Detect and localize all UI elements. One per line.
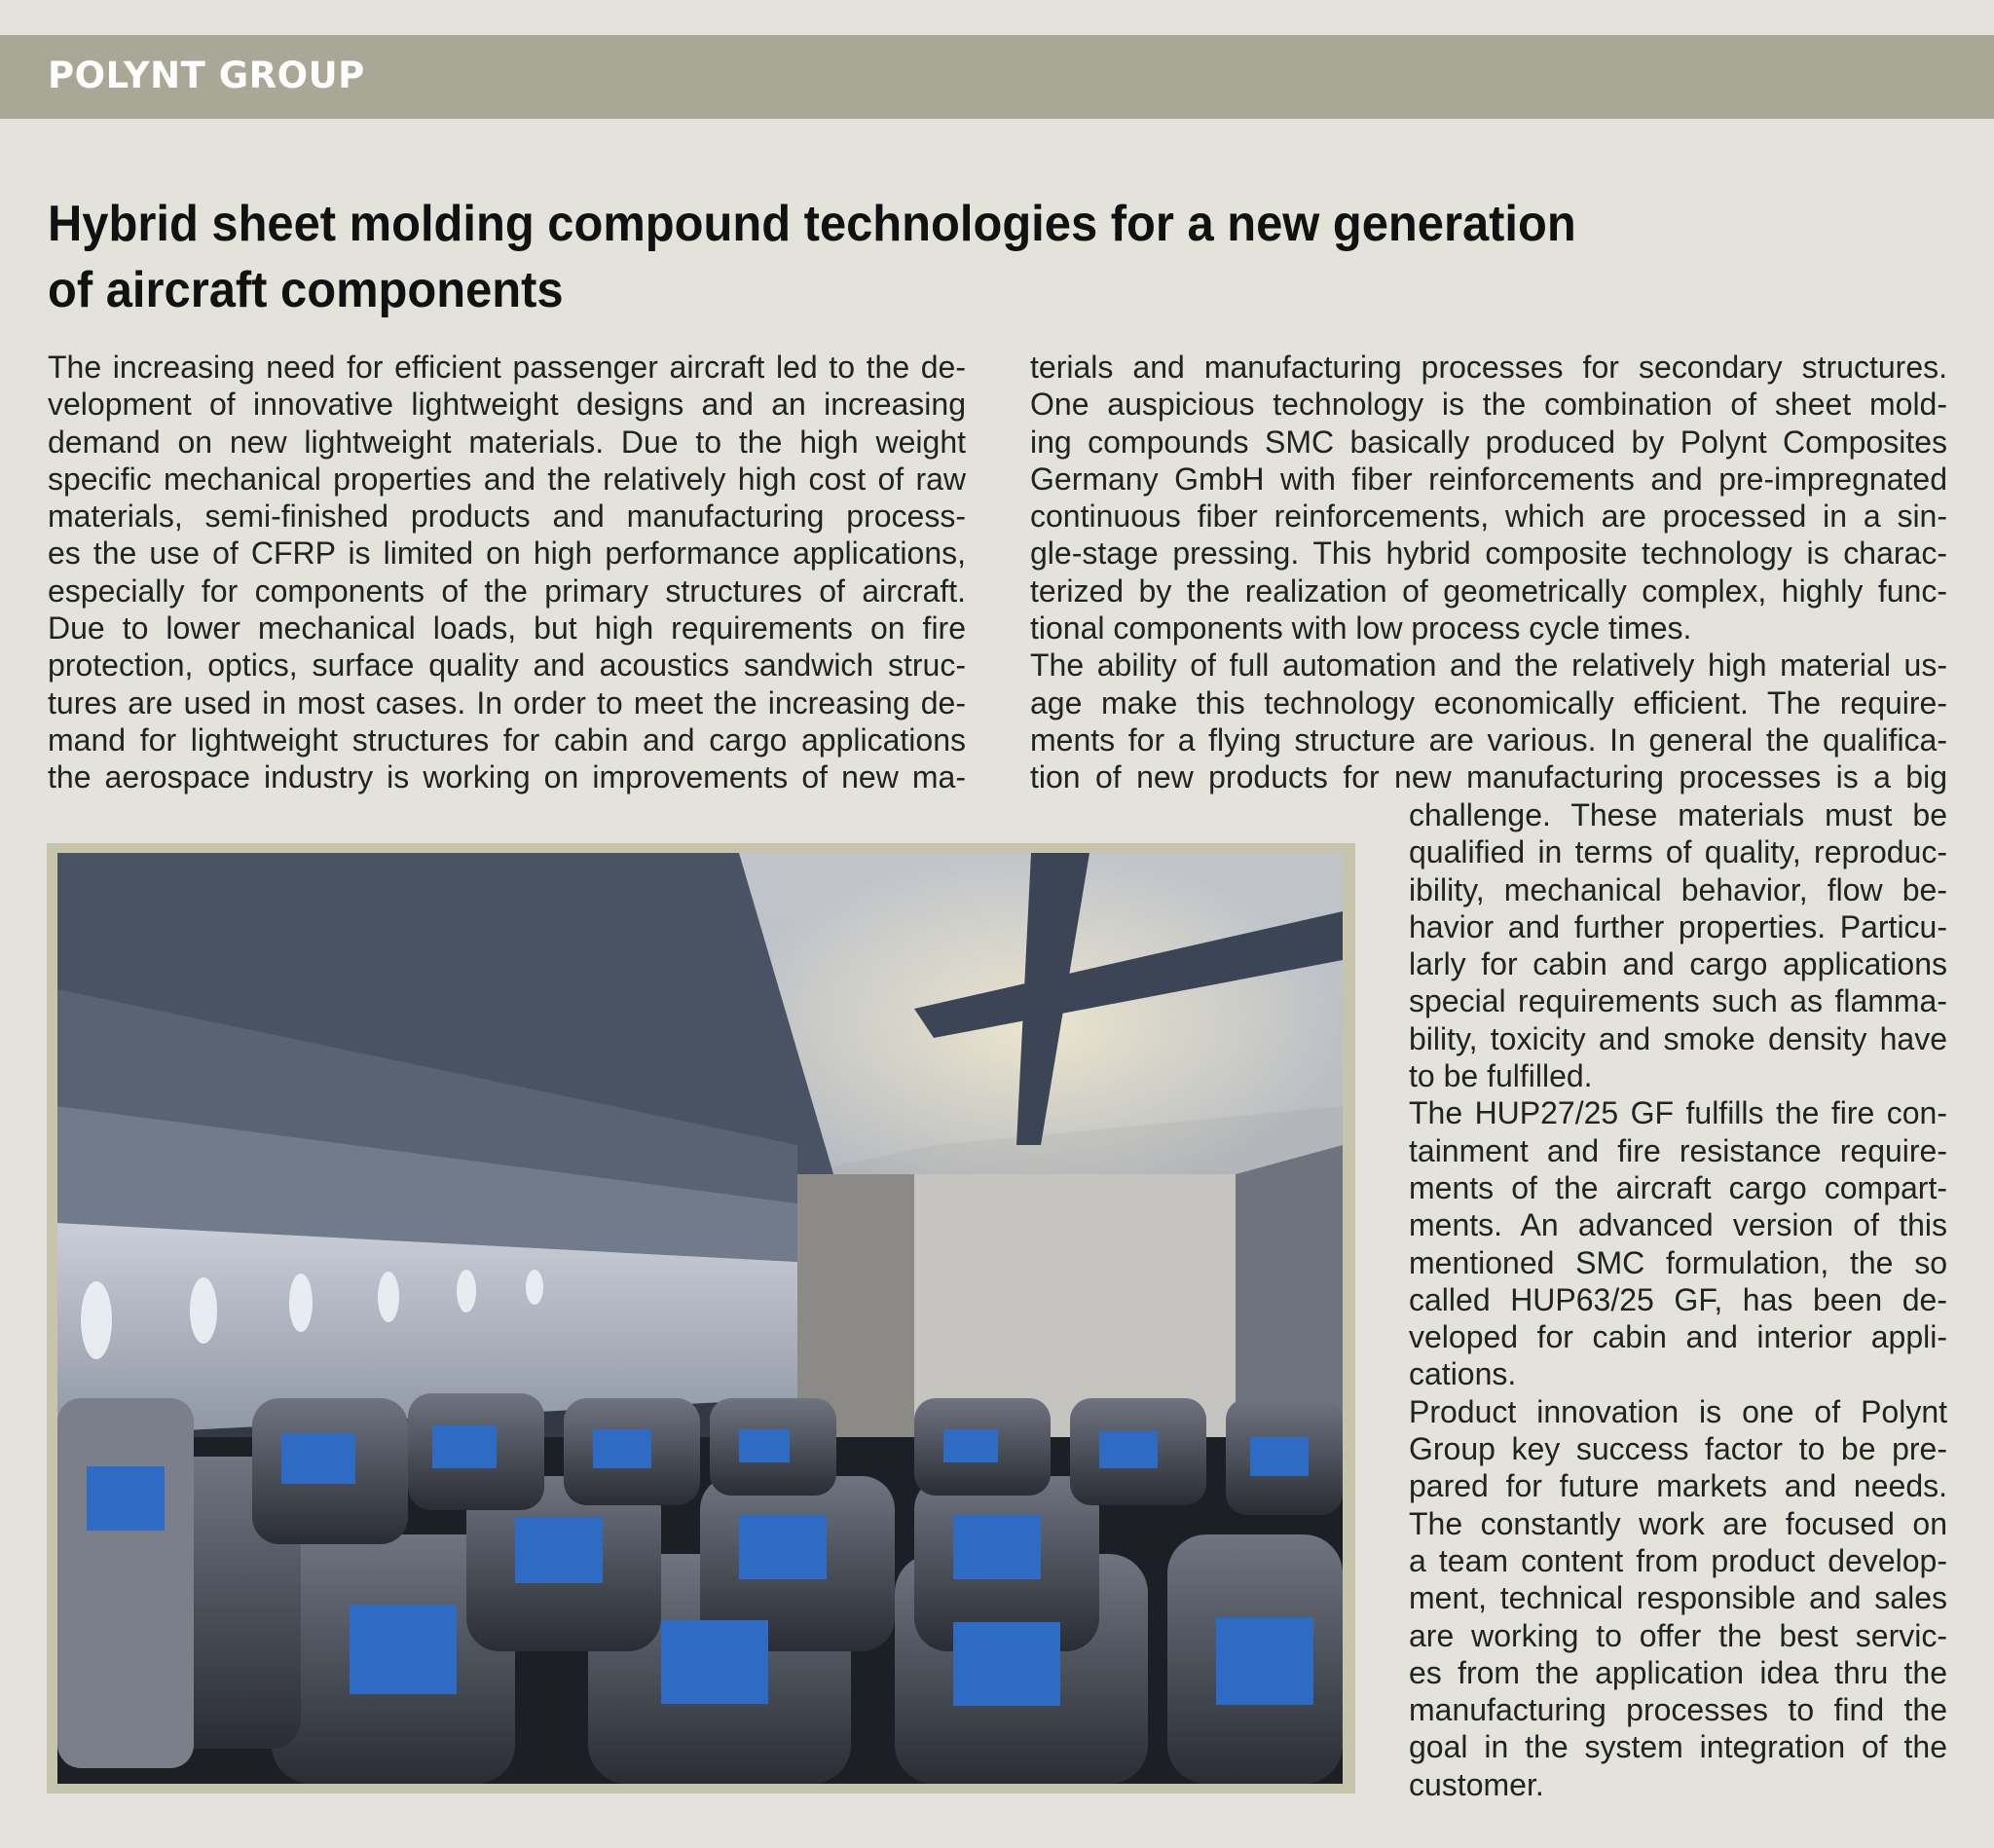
paragraph-line: The ability of full automation and the relatively high material us- (1030, 647, 1947, 684)
cabin-illustration (57, 853, 1343, 1784)
paragraph-line: ments for a flying structure are various. In general the qualifica- (1030, 721, 1947, 758)
paragraph-line: are working to offer the best servic- (1409, 1617, 1947, 1653)
paragraph-line: The constantly work are focused on (1409, 1505, 1947, 1541)
paragraph-line: es from the application idea thru the (1409, 1654, 1947, 1690)
aircraft-cabin-photo (57, 853, 1343, 1784)
paragraph-line: challenge. These materials must be (1409, 797, 1947, 832)
paragraph-line: Germany GmbH with fiber reinforcements and pre-impregnated (1030, 461, 1947, 497)
paragraph-line: ibility, mechanical behavior, flow be- (1409, 871, 1947, 907)
paragraph-line: customer. (1409, 1766, 1544, 1802)
paragraph-line: tures are used in most cases. In order to meet the increasing de- (48, 684, 966, 721)
paragraph-line: continuous fiber reinforcements, which are processed in a sin- (1030, 499, 1947, 535)
article-title (48, 191, 1604, 323)
paragraph-line: One auspicious technology is the combination of sheet mold- (1030, 387, 1947, 423)
paragraph-line: special requirements such as flamma- (1409, 983, 1947, 1019)
brand-label: POLYNT GROUP (48, 55, 365, 96)
paragraph-line: manufacturing processes to find the (1409, 1692, 1947, 1728)
paragraph-line: pared for future markets and needs. (1409, 1468, 1947, 1504)
paragraph-line: ments of the aircraft cargo compart- (1409, 1169, 1947, 1205)
paragraph-line: demand on new lightweight materials. Due to the high weight (48, 424, 966, 460)
paragraph-line: a team content from product develop- (1409, 1542, 1947, 1578)
article-column-narrow (1409, 796, 1947, 1803)
paragraph-line: Product innovation is one of Polynt (1409, 1393, 1947, 1429)
paragraph-line: Due to lower mechanical loads, but high requirements on fire (48, 610, 966, 647)
paragraph-line: ments. An advanced version of this (1409, 1207, 1947, 1243)
paragraph-line: Group key success factor to be pre- (1409, 1431, 1947, 1467)
paragraph-line: terized by the realization of geometrically complex, highly func- (1030, 573, 1947, 609)
paragraph-line: especially for components of the primary structures of aircraft. (48, 573, 966, 609)
article-title-line: of aircraft components (48, 262, 564, 318)
paragraph-line: qualified in terms of quality, reproduc- (1409, 834, 1947, 870)
article-title-line: Hybrid sheet molding compound technologies for a new generation (48, 196, 1576, 252)
paragraph-line: cations. (1409, 1356, 1517, 1392)
paragraph-line: tainment and fire resistance require- (1409, 1132, 1947, 1168)
section-header-band (0, 35, 1994, 119)
paragraph-line: age make this technology economically efficient. The require- (1030, 684, 1947, 721)
paragraph-line: bility, toxicity and smoke density have (1409, 1020, 1947, 1056)
paragraph-line: protection, optics, surface quality and acoustics sandwich struc- (48, 647, 966, 684)
paragraph-line: ment, technical responsible and sales (1409, 1580, 1947, 1616)
paragraph-line: es the use of CFRP is limited on high performance applications, (48, 536, 966, 572)
paragraph-line: mentioned SMC formulation, the so (1409, 1244, 1947, 1280)
article-column-right (1030, 349, 1947, 796)
paragraph-line: tional components with low process cycle times. (1030, 610, 1692, 647)
paragraph-line: called HUP63/25 GF, has been de- (1409, 1281, 1947, 1317)
paragraph-line: ing compounds SMC basically produced by Polynt Composites (1030, 424, 1947, 460)
paragraph-line: to be fulfilled. (1409, 1058, 1593, 1094)
paragraph-line: goal in the system integration of the (1409, 1729, 1947, 1765)
paragraph-line: veloped for cabin and interior appli- (1409, 1319, 1947, 1355)
paragraph-line: gle-stage pressing. This hybrid composite technology is charac- (1030, 536, 1947, 572)
cabin-photo-frame (47, 843, 1355, 1793)
paragraph-line: The increasing need for efficient passenger aircraft led to the de- (48, 350, 966, 385)
paragraph-line: The HUP27/25 GF fulfills the fire con- (1409, 1095, 1947, 1131)
paragraph-line: havior and further properties. Particu- (1409, 908, 1947, 944)
paragraph-line: terials and manufacturing processes for secondary structures. (1030, 350, 1947, 385)
article-column-left (48, 349, 966, 796)
paragraph-line: specific mechanical properties and the relatively high cost of raw (48, 461, 966, 497)
paragraph-line: materials, semi-finished products and manufacturing process- (48, 499, 966, 535)
paragraph-line: the aerospace industry is working on improvements of new ma- (48, 759, 966, 795)
paragraph-line: tion of new products for new manufacturing processes is a big (1030, 759, 1947, 795)
paragraph-line: larly for cabin and cargo applications (1409, 946, 1947, 982)
paragraph-line: mand for lightweight structures for cabin and cargo applications (48, 721, 966, 758)
paragraph-line: velopment of innovative lightweight designs and an increasing (48, 387, 966, 423)
